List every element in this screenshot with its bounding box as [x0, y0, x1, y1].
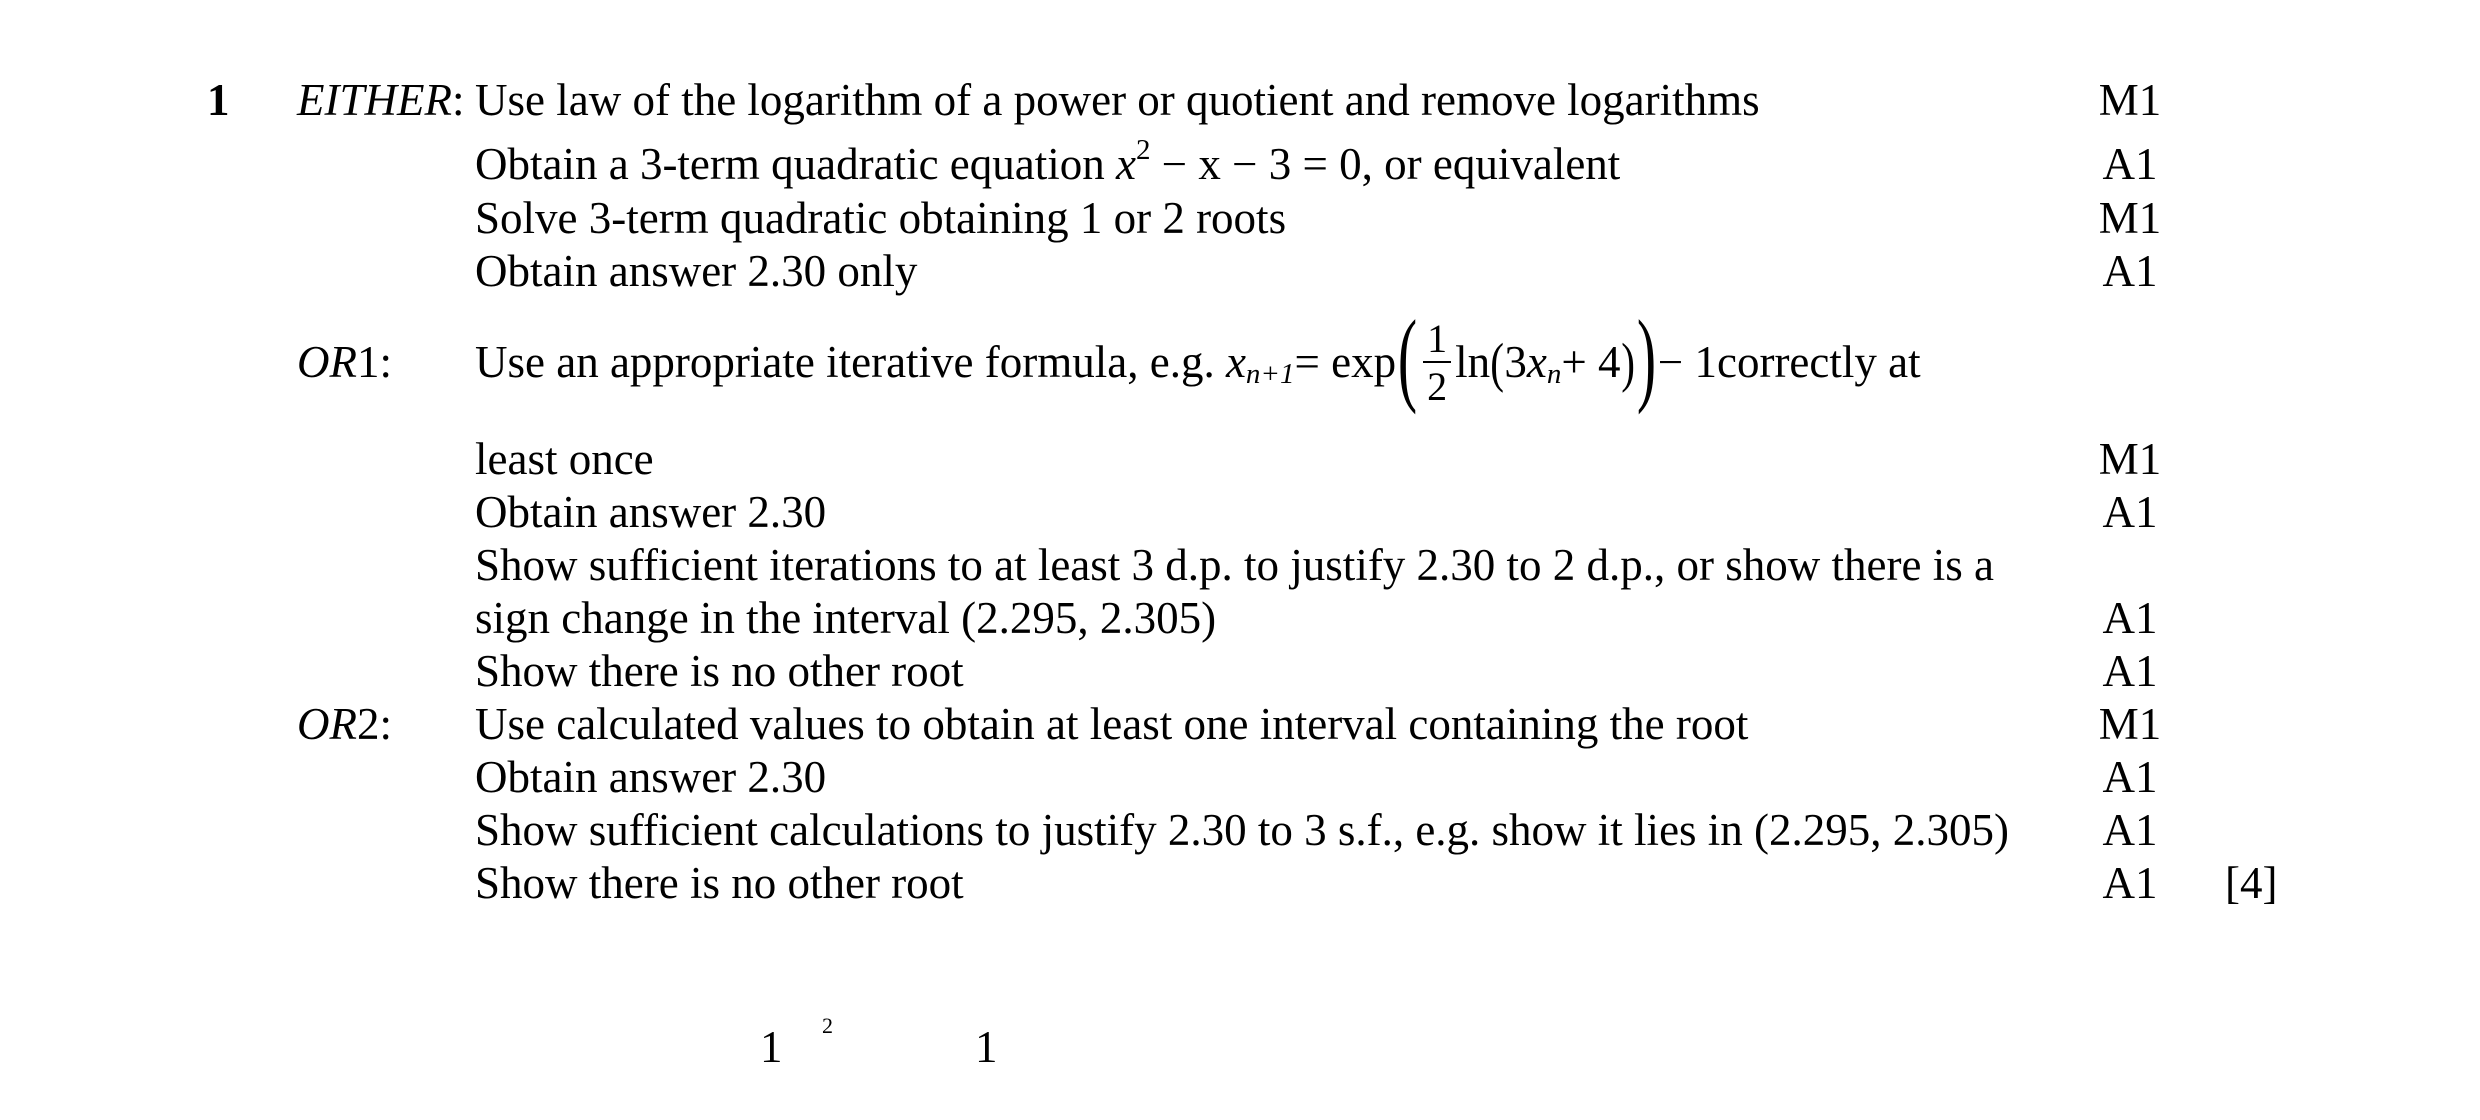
- cutoff-glyph-1: [760, 1022, 790, 1072]
- equation-power: 2: [1136, 134, 1151, 166]
- or2-label-text: OR: [297, 699, 357, 749]
- or2-step-4: Show there is no other root: [475, 858, 964, 908]
- or1-mark-2: A1: [2102, 487, 2158, 537]
- either-label-text: EITHER: [297, 75, 452, 125]
- or1-label: [297, 337, 393, 387]
- formula-fraction: [1423, 315, 1451, 409]
- ln-close-paren: ): [1620, 332, 1635, 393]
- ln-open-paren: (: [1490, 332, 1505, 393]
- cutoff-glyph-3: [975, 1022, 1005, 1072]
- cutoff-glyph-1-text: 1: [760, 1022, 783, 1072]
- total-marks: [4]: [2225, 858, 2278, 908]
- or2-mark-3: A1: [2102, 805, 2158, 855]
- either-mark-3: M1: [2098, 193, 2162, 243]
- or2-label-num: 2:: [357, 699, 393, 749]
- either-step-2-suffix: , or equivalent: [1361, 139, 1621, 189]
- or2-step-1: Use calculated values to obtain at least one interval containing the root: [475, 699, 1749, 749]
- cutoff-glyph-2: [822, 1013, 852, 1048]
- either-step-2: [475, 134, 1621, 189]
- or2-step-3: Show sufficient calculations to justify 2.30 to 3 s.f., e.g. show it lies in (2.295, 2.305): [475, 805, 2010, 855]
- formula-close-paren: ): [1636, 298, 1656, 415]
- either-step-2-text: Obtain a 3-term quadratic equation: [475, 139, 1117, 189]
- either-mark-4: A1: [2102, 246, 2158, 296]
- formula-intro: Use an appropriate iterative formula, e.g.: [475, 337, 1215, 387]
- formula-exp: = exp: [1294, 337, 1397, 387]
- either-step-3: Solve 3-term quadratic obtaining 1 or 2 roots: [475, 193, 1287, 243]
- formula-subscript: n+1: [1245, 358, 1295, 390]
- iterative-formula-line: [475, 300, 1921, 425]
- formula-arg-subscript: n: [1546, 358, 1562, 390]
- fraction-numerator: 1: [1423, 319, 1451, 363]
- cutoff-glyph-3-text: 1: [975, 1022, 998, 1072]
- formula-coefficient: 3: [1504, 337, 1527, 387]
- or1-step-3: Show sufficient iterations to at least 3 d.p. to justify 2.30 to 2 d.p., or show there is a: [475, 540, 1994, 590]
- formula-outro: correctly at: [1716, 337, 1921, 387]
- or1-mark-3: A1: [2102, 593, 2158, 643]
- formula-arg-x: x: [1526, 337, 1547, 387]
- or1-step-1: least once: [475, 434, 654, 484]
- cutoff-glyph-2-text: 2: [822, 1013, 833, 1038]
- either-step-4: Obtain answer 2.30 only: [475, 246, 918, 296]
- or2-step-2: Obtain answer 2.30: [475, 752, 827, 802]
- formula-ln: ln: [1455, 337, 1491, 387]
- either-mark-2: A1: [2102, 139, 2158, 189]
- either-mark-1: M1: [2098, 75, 2162, 125]
- fraction-denominator: 2: [1427, 363, 1448, 409]
- or1-mark-1: M1: [2098, 434, 2162, 484]
- or2-mark-1: M1: [2098, 699, 2162, 749]
- either-label: [297, 75, 465, 125]
- or1-label-text: OR: [297, 337, 357, 387]
- or2-mark-2: A1: [2102, 752, 2158, 802]
- equation-x: x: [1116, 139, 1136, 189]
- question-number: 1: [207, 75, 230, 125]
- or1-label-num: 1:: [357, 337, 393, 387]
- formula-x: x: [1225, 337, 1246, 387]
- or2-mark-4: A1: [2102, 858, 2158, 908]
- or1-step-3-continued: sign change in the interval (2.295, 2.305): [475, 593, 1217, 643]
- equation-rest: − x − 3 = 0: [1150, 139, 1362, 189]
- either-step-1: Use law of the logarithm of a power or quotient and remove logarithms: [475, 75, 1760, 125]
- formula-minus-one: − 1: [1657, 337, 1717, 387]
- formula-open-paren: (: [1397, 298, 1418, 415]
- or1-mark-4: A1: [2102, 646, 2158, 696]
- either-label-colon: :: [451, 75, 465, 125]
- or1-step-4: Show there is no other root: [475, 646, 964, 696]
- or2-label: [297, 699, 393, 749]
- formula-plus-four: + 4: [1561, 337, 1621, 387]
- or1-step-2: Obtain answer 2.30: [475, 487, 827, 537]
